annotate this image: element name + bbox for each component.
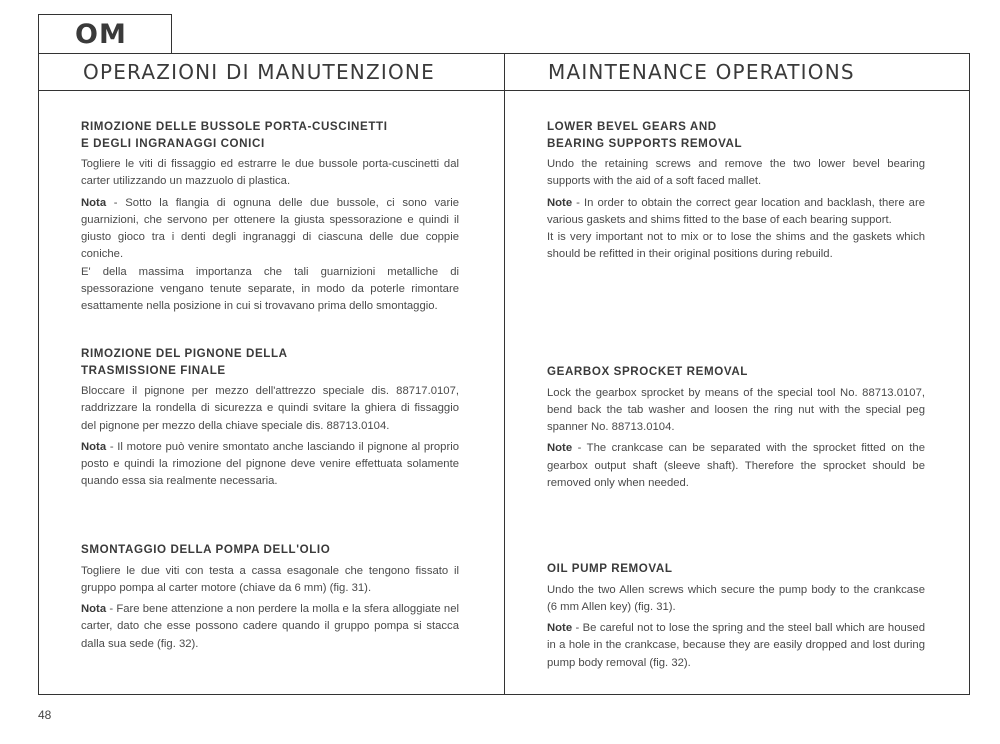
header-title-english: MAINTENANCE OPERATIONS [548,60,855,84]
note-label: Nota [81,603,107,616]
note-text: - Il motore può venire smontato anche lasciando il pignone al proprio posto e quindi la rimozione del pignone deve venire effettuata solamente quando essa sia realmente necessaria. [81,440,459,488]
section-title [547,561,925,578]
note-label: Note [547,622,573,635]
section-title-line: GEARBOX SPROCKET REMOVAL [547,365,748,378]
note-text: - The crankcase can be separated with the sprocket fitted on the gearbox output shaft (sleeve shaft). Therefore the sprocket should be removed only when needed. [547,442,925,489]
note-paragraph [81,601,459,653]
section-oil-pump-en [547,561,925,676]
paragraph: Undo the retaining screws and remove the two lower bevel bearing supports with the aid of a soft faced mallet. [547,158,925,188]
section-title [81,346,459,379]
note-label: Nota [81,196,107,209]
note-label: Note [547,196,573,209]
note-text: - Fare bene attenzione a non perdere la molla e la sfera alloggiate nel carter, dato che esse possono cadere quando il gruppo pompa si stacca dalla sua sede (fig. 32). [81,603,459,650]
note-paragraph [547,195,925,230]
paragraph: It is very important not to mix or to lose the shims and the gaskets which should be refitted in their original positions during rebuild. [547,231,925,261]
section-title-line: RIMOZIONE DELLE BUSSOLE PORTA-CUSCINETTI [81,120,388,133]
section-title-line: TRASMISSIONE FINALE [81,363,226,377]
note-paragraph [81,439,459,491]
section-sprocket-en [547,364,925,496]
section-pinion-it [81,346,459,495]
section-title-line: OIL PUMP REMOVAL [547,562,673,575]
paragraph: E' della massima importanza che tali guarnizioni metalliche di spessorazione vengano tenute separate, in modo da poterle rimontare esattamente nella posizione in cui si trovavano prima dello smontaggio. [81,265,459,313]
section-bevel-gears-en [547,119,925,268]
section-oil-pump-it [81,542,459,657]
section-title-line: SMONTAGGIO DELLA POMPA DELL'OLIO [81,543,331,556]
section-tab [38,14,172,54]
page-number: 48 [38,708,52,722]
paragraph: Togliere le due viti con testa a cassa esagonale che tengono fissato il gruppo pompa al carter motore (chiave da 6 mm) (fig. 31). [81,564,459,594]
note-text: - Be careful not to lose the spring and the steel ball which are housed in a hole in the crankcase, because they are easily dropped and lost during pump body removal (fig. 32). [547,622,925,669]
section-title [81,119,459,152]
section-tab-label: OM [75,19,127,50]
section-title [81,542,459,559]
note-paragraph [81,195,459,264]
paragraph: Togliere le viti di fissaggio ed estrarre le due bussole porta-cuscinetti dal carter utilizzando un mazzuolo di plastica. [81,158,459,188]
section-title-line: E DEGLI INGRANAGGI CONICI [81,136,265,150]
section-title-line: LOWER BEVEL GEARS AND [547,120,717,133]
paragraph: Bloccare il pignone per mezzo dell'attrezzo speciale dis. 88717.0107, raddrizzare la rondella di sicurezza e quindi svitare la ghiera di fissaggio del pignone per mezzo della chiave speciale dis. 88713.0104. [81,385,459,432]
header-title-italian: OPERAZIONI DI MANUTENZIONE [83,60,435,84]
note-label: Note [547,442,573,455]
column-divider [504,54,505,694]
note-paragraph [547,440,925,492]
section-title [547,119,925,152]
paragraph: Lock the gearbox sprocket by means of the special tool No. 88713.0107, bend back the tab washer and loosen the ring nut with the special peg spanner No. 88713.0104. [547,386,925,434]
note-text: - In order to obtain the correct gear location and backlash, there are various gaskets and shims fitted to the base of each bearing support. [547,196,925,226]
note-paragraph [547,620,925,672]
section-bevel-gears-it [81,119,459,320]
section-title [547,364,925,381]
note-label: Nota [81,440,107,453]
page-frame [38,53,970,695]
note-text: - Sotto la flangia di ognuna delle due bussole, ci sono varie guarnizioni, che servono per ottenere la giusta spessorazione e quindi il giusto gioco tra i denti degli ingranaggi di ciascuna delle due coppie coniche. [81,196,459,261]
paragraph: Undo the two Allen screws which secure the pump body to the crankcase (6 mm Allen key) (fig. 31). [547,583,925,613]
section-title-line: RIMOZIONE DEL PIGNONE DELLA [81,347,288,360]
section-title-line: BEARING SUPPORTS REMOVAL [547,136,743,150]
